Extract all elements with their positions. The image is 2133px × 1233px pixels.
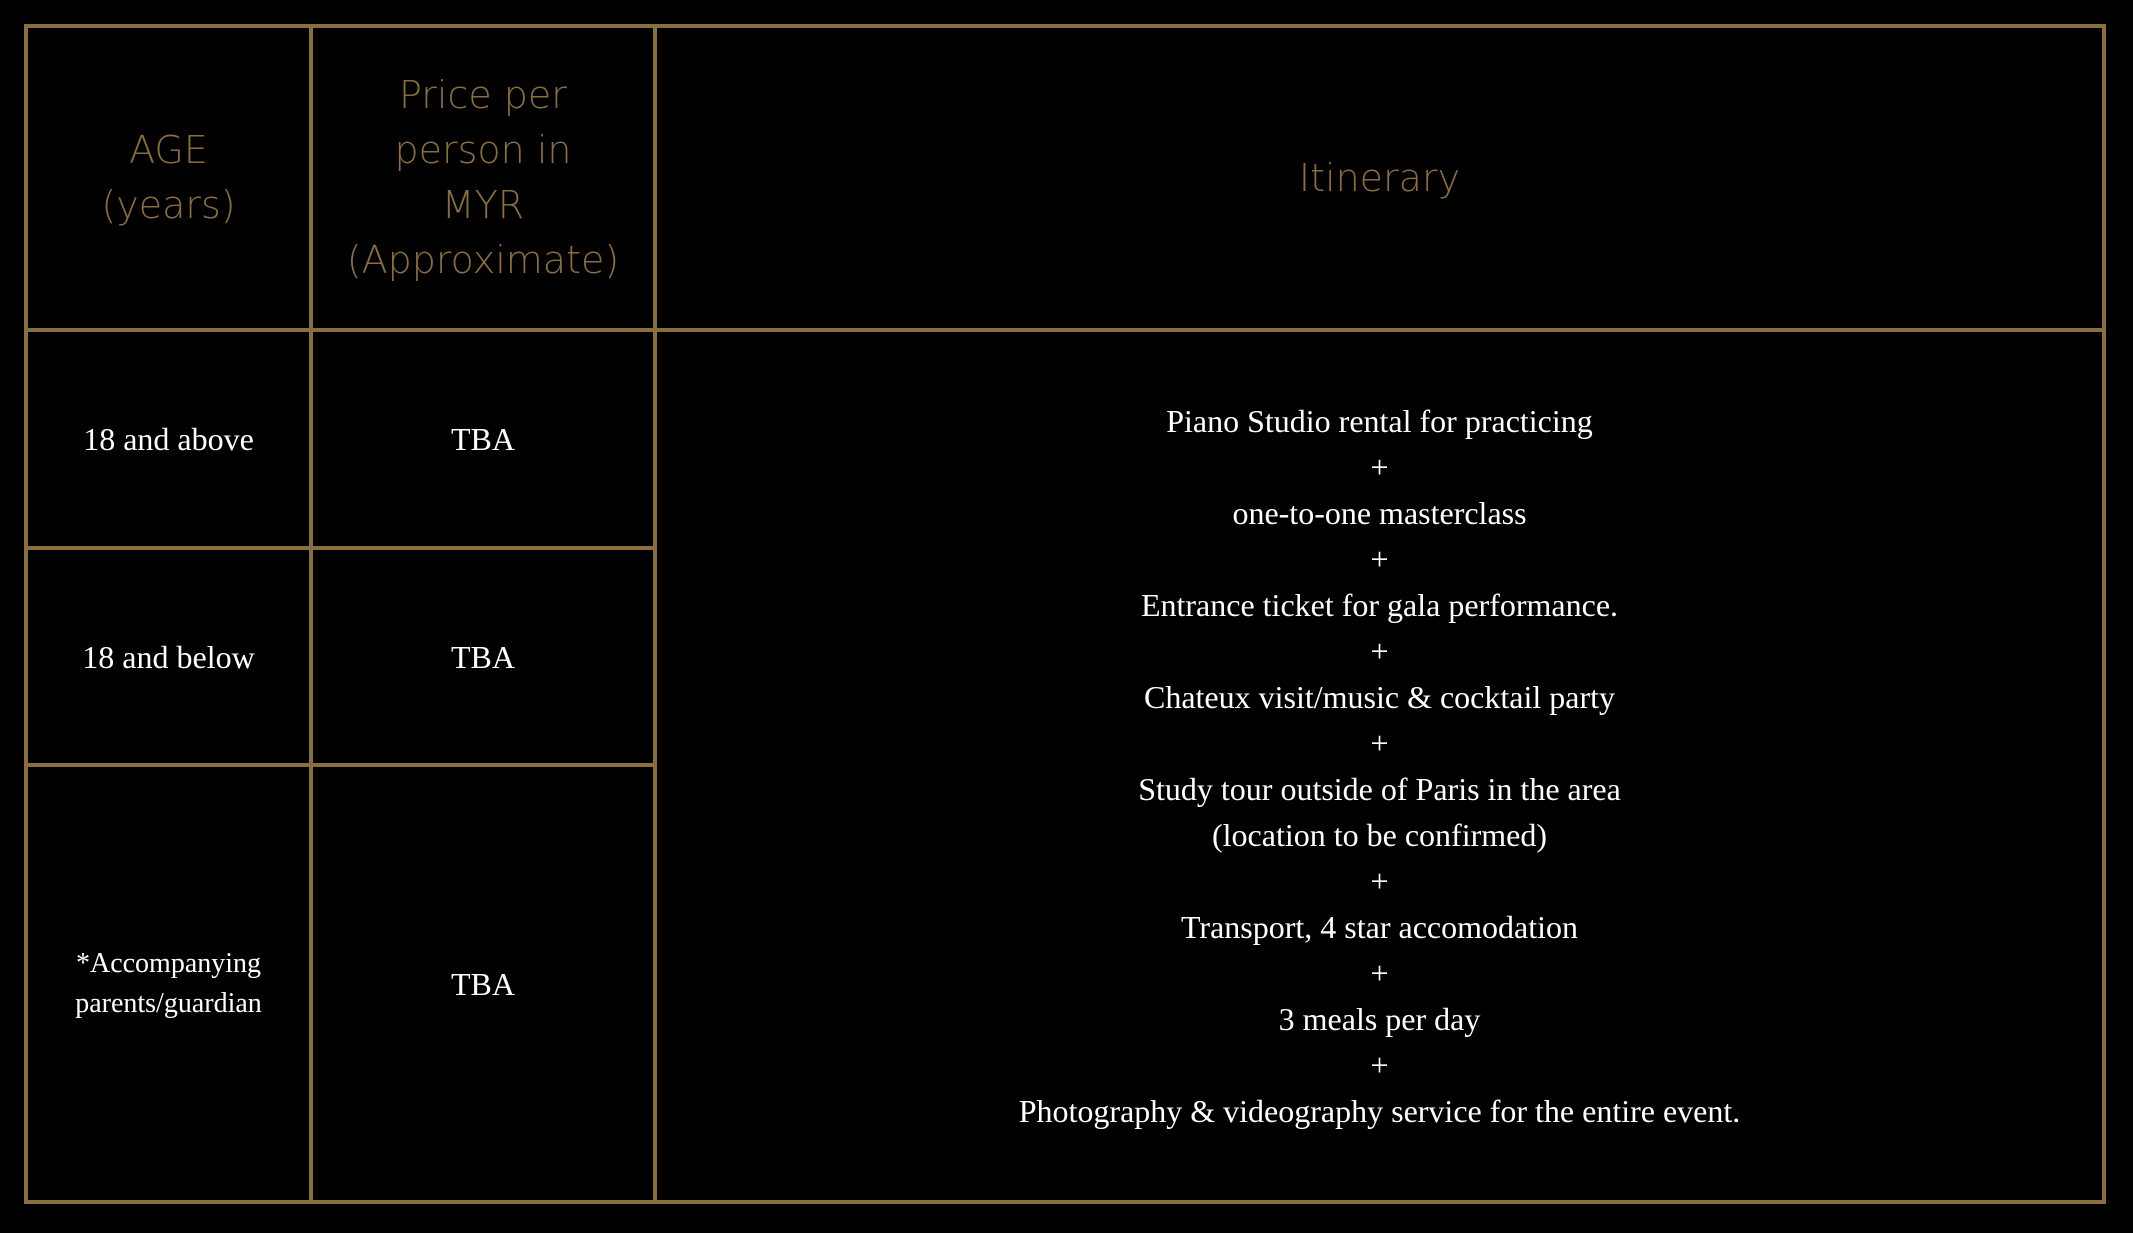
header-age-line1: AGE bbox=[129, 128, 208, 172]
itinerary-item: Transport, 4 star accomodation bbox=[1181, 909, 1578, 945]
itinerary-item: (location to be confirmed) bbox=[1212, 817, 1547, 853]
row3-age bbox=[28, 767, 309, 1200]
header-age-line2: (years) bbox=[101, 183, 236, 227]
header-price bbox=[313, 28, 653, 328]
row3-price bbox=[313, 767, 653, 1200]
itinerary-item: Piano Studio rental for practicing bbox=[1166, 403, 1593, 439]
header-price-line1: Price per bbox=[399, 73, 567, 117]
row2-price-value: TBA bbox=[451, 638, 515, 675]
plus-separator: + bbox=[1370, 955, 1389, 991]
row2-age-label: 18 and below bbox=[82, 638, 255, 675]
header-age bbox=[28, 28, 309, 328]
itinerary-item: Photography & videography service for the entire event. bbox=[1018, 1093, 1741, 1129]
itinerary-cell bbox=[657, 332, 2102, 1200]
header-itinerary bbox=[657, 28, 2102, 328]
header-price-line3: MYR bbox=[441, 183, 525, 227]
plus-separator: + bbox=[1370, 725, 1389, 761]
row1-age bbox=[28, 332, 309, 546]
itinerary-list bbox=[1019, 398, 1741, 1134]
pricing-table bbox=[24, 24, 2106, 1204]
plus-separator: + bbox=[1370, 863, 1389, 899]
row3-age-line2: parents/guardian bbox=[75, 987, 262, 1019]
row2-age bbox=[28, 550, 309, 763]
plus-separator: + bbox=[1370, 541, 1389, 577]
itinerary-item: Chateux visit/music & cocktail party bbox=[1143, 679, 1615, 715]
row1-price bbox=[313, 332, 653, 546]
itinerary-item: 3 meals per day bbox=[1278, 1001, 1481, 1037]
row2-price bbox=[313, 550, 653, 763]
plus-separator: + bbox=[1370, 633, 1389, 669]
header-price-line4: (Approximate) bbox=[346, 238, 620, 282]
itinerary-item: Study tour outside of Paris in the area bbox=[1138, 771, 1621, 807]
header-price-line2: person in bbox=[394, 128, 572, 172]
row3-price-value: TBA bbox=[451, 965, 515, 1002]
header-itinerary-label: Itinerary bbox=[1298, 155, 1461, 200]
itinerary-item: Entrance ticket for gala performance. bbox=[1140, 587, 1619, 623]
row3-age-line1: *Accompanying bbox=[75, 947, 262, 979]
plus-separator: + bbox=[1370, 1047, 1389, 1083]
row1-price-value: TBA bbox=[451, 421, 515, 457]
row1-age-label: 18 and above bbox=[83, 421, 254, 457]
plus-separator: + bbox=[1370, 449, 1389, 485]
itinerary-item: one-to-one masterclass bbox=[1232, 495, 1527, 531]
